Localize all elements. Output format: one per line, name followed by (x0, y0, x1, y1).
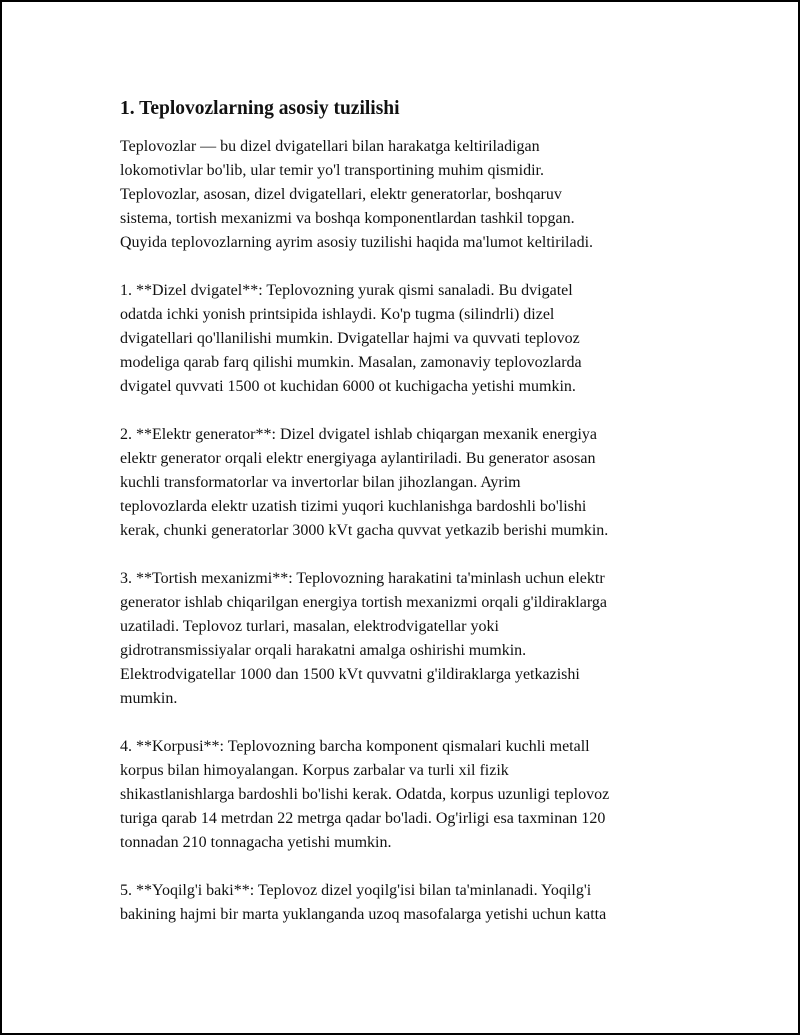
text-line: tonnadan 210 tonnagacha yetishi mumkin. (120, 834, 392, 851)
text-line: Quyida teplovozlarning ayrim asosiy tuzilishi haqida ma'lumot keltiriladi. (120, 234, 594, 251)
dizel-dvigatel-paragraph (120, 279, 686, 399)
text-line: Teplovozlar, asosan, dizel dvigatellari, elektr generatorlar, boshqaruv (120, 186, 562, 203)
document-content (120, 97, 686, 951)
text-line: dvigatellari qo'llanilishi mumkin. Dvigatellar hajmi va quvvati teplovoz (120, 330, 580, 347)
text-line: kerak, chunki generatorlar 3000 kVt gacha quvvat yetkazib berishi mumkin. (120, 522, 609, 539)
text-line: Elektrodvigatellar 1000 dan 1500 kVt quvvatni g'ildiraklarga yetkazishi (120, 666, 580, 683)
text-line: 2. **Elektr generator**: Dizel dvigatel ishlab chiqargan mexanik energiya (120, 426, 598, 443)
text-line: elektr generator orqali elektr energiyaga aylantiriladi. Bu generator asosan (120, 450, 596, 467)
text-line: dvigatel quvvati 1500 ot kuchidan 6000 ot kuchigacha yetishi mumkin. (120, 378, 576, 395)
text-line: uzatiladi. Teplovoz turlari, masalan, elektrodvigatellar yoki (120, 618, 499, 635)
text-line: odatda ichki yonish printsipida ishlaydi. Ko'p tugma (silindrli) dizel (120, 306, 555, 323)
text-line: shikastlanishlarga bardoshli bo'lishi kerak. Odatda, korpus uzunligi teplovoz (120, 786, 610, 803)
text-line: 5. **Yoqilg'i baki**: Teplovoz dizel yoqilg'isi bilan ta'minlanadi. Yoqilg'i (120, 882, 592, 899)
text-line: sistema, tortish mexanizmi va boshqa komponentlardan tashkil topgan. (120, 210, 575, 227)
text-line: bakining hajmi bir marta yuklanganda uzoq masofalarga yetishi uchun katta (120, 906, 607, 923)
text-line: generator ishlab chiqarilgan energiya tortish mexanizmi orqali g'ildiraklarga (120, 594, 608, 611)
text-line: gidrotransmissiyalar orqali harakatni amalga oshirishi mumkin. (120, 642, 527, 659)
text-line: 4. **Korpusi**: Teplovozning barcha komponent qismalari kuchli metall (120, 738, 590, 755)
text-line: Teplovozlar — bu dizel dvigatellari bilan harakatga keltiriladigan (120, 138, 540, 155)
korpusi-paragraph (120, 735, 686, 855)
text-line: teplovozlarda elektr uzatish tizimi yuqori kuchlanishga bardoshli bo'lishi (120, 498, 587, 515)
text-line: mumkin. (120, 690, 178, 707)
text-line: kuchli transformatorlar va invertorlar bilan jihozlangan. Ayrim (120, 474, 521, 491)
elektr-generator-paragraph (120, 423, 686, 543)
section-heading: 1. Teplovozlarning asosiy tuzilishi (120, 98, 400, 119)
text-line: korpus bilan himoyalangan. Korpus zarbalar va turli xil fizik (120, 762, 509, 779)
yoqilgi-baki-paragraph (120, 879, 686, 927)
text-line: modeliga qarab farq qilishi mumkin. Masalan, zamonaviy teplovozlarda (120, 354, 582, 371)
text-line: turiga qarab 14 metrdan 22 metrga qadar bo'ladi. Og'irligi esa taxminan 120 (120, 810, 606, 827)
text-line: lokomotivlar bo'lib, ular temir yo'l transportining muhim qismidir. (120, 162, 544, 179)
tortish-mexanizmi-paragraph (120, 567, 686, 711)
intro-paragraph (120, 135, 686, 255)
text-line: 3. **Tortish mexanizmi**: Teplovozning harakatini ta'minlash uchun elektr (120, 570, 605, 587)
text-line: 1. **Dizel dvigatel**: Teplovozning yurak qismi sanaladi. Bu dvigatel (120, 282, 573, 299)
